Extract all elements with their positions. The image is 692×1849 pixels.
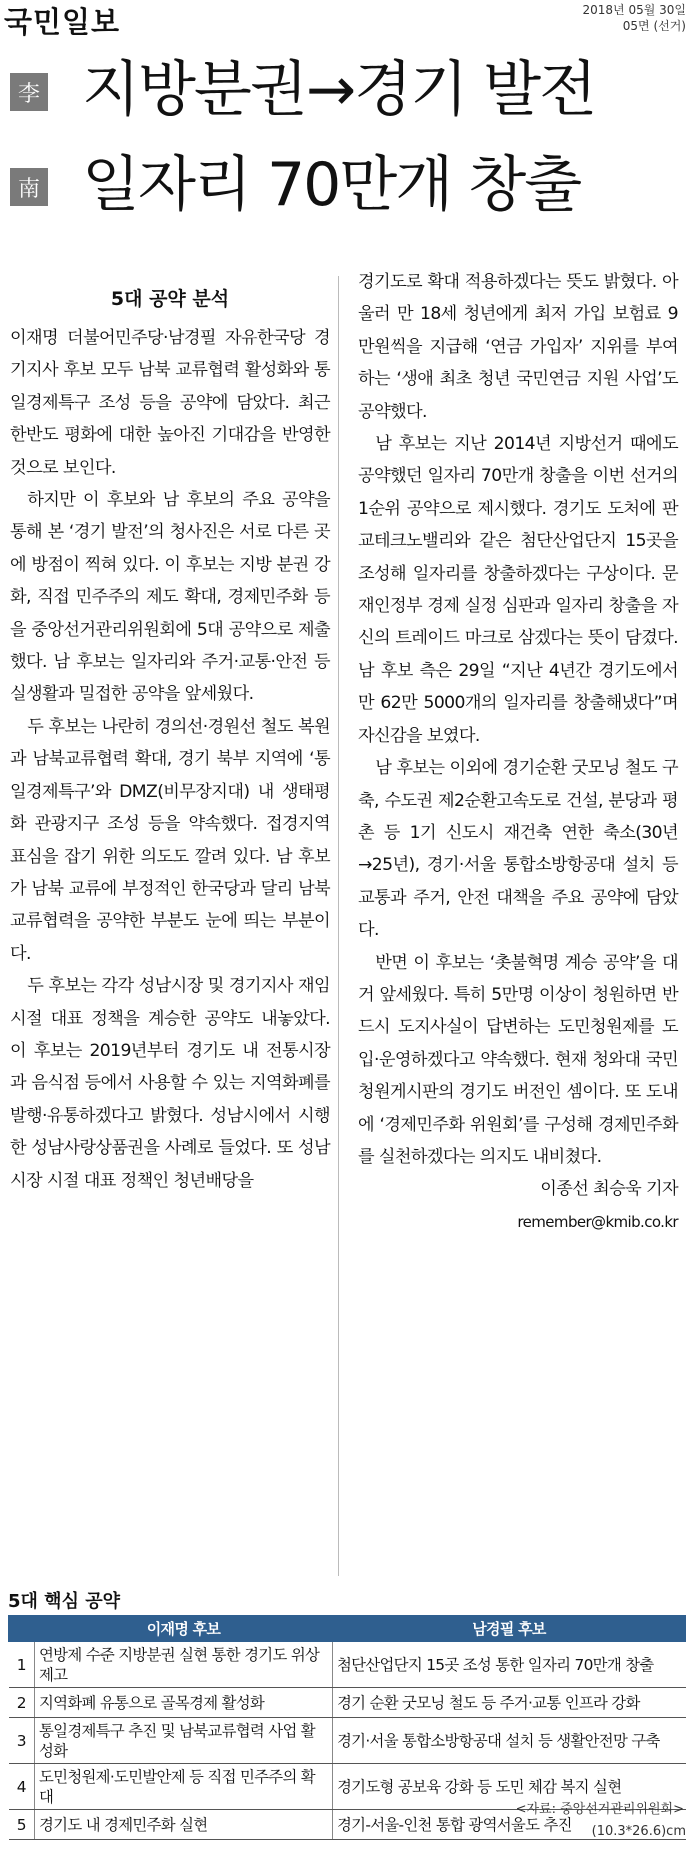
row-number: 4 (9, 1764, 35, 1810)
lee-pledge: 도민청원제·도민발안제 등 직접 민주주의 확대 (35, 1764, 333, 1810)
table-row (9, 1688, 686, 1718)
article-paragraph: 남 후보는 지난 2014년 지방선거 때에도 공약했던 일자리 70만개 창출을 이번 선거의 1순위 공약으로 제시했다. 경기도 도처에 판교테크노밸리와 같은 첨단산업단지 15곳을 조성해 일자리를 창출하겠다는 구상이다. 문재인정부 경제 실정 심판과 일자리 창출을 자신의 트레이드 마크로 삼겠다는 뜻이 담겼다. 남 후보 측은 29일 “지난 4년간 경기도에서만 62만 5000개의 일자리를 창출해냈다”며 자신감을 보였다. (358, 434, 678, 746)
lee-pledge: 통일경제특구 추진 및 남북교류협력 사업 활성화 (35, 1718, 333, 1764)
nam-pledge: 경기·서울 통합소방항공대 설치 등 생활안전망 구축 (333, 1718, 686, 1764)
table-row (9, 1718, 686, 1764)
headline-tag-nam: 南 (10, 168, 48, 206)
article-column-left (10, 284, 330, 1197)
reporter-email: remember@kmib.co.kr (517, 1212, 678, 1231)
table-header-lee: 이재명 후보 (35, 1616, 333, 1642)
publish-date: 2018년 05월 30일 (582, 3, 686, 17)
article-paragraph: 두 후보는 각각 성남시장 및 경기지사 재임 시절 대표 정책을 계승한 공약도 내놓았다. 이 후보는 2019년부터 경기도 내 전통시장과 음식점 등에서 사용할 수 있는 지역화폐를 발행·유통하겠다고 밝혔다. 성남시에서 시행한 성남사랑상품권을 사례로 들었다. 또 성남시장 시절 대표 정책인 청년배당을 (10, 976, 330, 1191)
table-header-num (9, 1616, 35, 1642)
row-number: 3 (9, 1718, 35, 1764)
row-number: 5 (9, 1810, 35, 1840)
table-source: <자료: 중앙선거관리위원회> (515, 1802, 684, 1817)
lee-pledge: 지역화폐 유통으로 골목경제 활성화 (35, 1688, 333, 1718)
headline-tag-lee: 李 (10, 73, 48, 111)
article-byline: 이종선 최승욱 기자 (540, 1179, 678, 1200)
row-number: 2 (9, 1688, 35, 1718)
article-paragraph: 이재명 더불어민주당·남경필 자유한국당 경기지사 후보 모두 남북 교류협력 활성화와 통일경제특구 조성 등을 공약에 담았다. 최근 한반도 평화에 대한 높아진 기대감을 반영한 것으로 보인다. (10, 328, 330, 478)
headline-text-2: 일자리 70만개 창출 (82, 150, 581, 220)
article-paragraph: 반면 이 후보는 ‘촛불혁명 계승 공약’을 대거 앞세웠다. 특히 5만명 이상이 청원하면 반드시 도지사실이 답변하는 도민청원제를 도입·운영하겠다고 약속했다. 현재 청와대 국민청원게시판의 경기도 버전인 셈이다. 또 도내에 ‘경제민주화 위원회’를 구성해 경제민주화를 실천하겠다는 의지도 내비쳤다. (358, 952, 678, 1167)
headline-1 (0, 46, 640, 136)
dateline (583, 2, 686, 34)
column-divider (338, 276, 339, 1576)
lee-pledge: 연방제 수준 지방분권 실현 통한 경기도 위상 제고 (35, 1642, 333, 1688)
article-size-note: (10.3*26.6)cm (591, 1824, 686, 1839)
headline-text-1: 지방분권→경기 발전 (82, 55, 596, 125)
masthead (0, 0, 692, 44)
table-header-nam: 남경필 후보 (333, 1616, 686, 1642)
lee-pledge: 경기도 내 경제민주화 실현 (35, 1810, 333, 1840)
nam-pledge: 경기-서울-인천 통합 광역서울도 추진 (333, 1810, 686, 1840)
table-row (9, 1642, 686, 1688)
article-paragraph: 하지만 이 후보와 남 후보의 주요 공약을 통해 본 ‘경기 발전’의 청사진은 서로 다른 곳에 방점이 찍혀 있다. 이 후보는 지방 분권 강화, 직접 민주주의 제도 확대, 경제민주화 등을 중앙선거관리위원회에 5대 공약으로 제출했다. 남 후보는 일자리와 주거·교통·안전 등 실생활과 밀접한 공약을 앞세웠다. (10, 490, 330, 705)
newspaper-logo: 국민일보 (4, 5, 121, 39)
page-section: 05면 (선거) (622, 19, 686, 33)
nam-pledge: 경기도형 공보육 강화 등 도민 체감 복지 실현 (333, 1764, 686, 1810)
article-subhead: 5대 공약 분석 (110, 288, 230, 310)
nam-pledge: 경기 순환 굿모닝 철도 등 주거·교통 인프라 강화 (333, 1688, 686, 1718)
nam-pledge: 첨단산업단지 15곳 조성 통한 일자리 70만개 창출 (333, 1642, 686, 1688)
table-header-row (9, 1616, 686, 1642)
article-paragraph: 두 후보는 나란히 경의선·경원선 철도 복원과 남북교류협력 확대, 경기 북부 지역에 ‘통일경제특구’와 DMZ(비무장지대) 내 생태평화 관광지구 조성 등을 약속했다. 접경지역 표심을 잡기 위한 의도도 깔려 있다. 남 후보가 남북 교류에 부정적인 한국당과 달리 남북 교류협력을 공약한 부분도 눈에 띄는 부분이다. (10, 716, 330, 964)
article-paragraph: 남 후보는 이외에 경기순환 굿모닝 철도 구축, 수도권 제2순환고속도로 건설, 분당과 평촌 등 1기 신도시 재건축 연한 축소(30년→25년), 경기·서울 통합소방항공대 설치 등 교통과 주거, 안전 대책을 주요 공약에 담았다. (358, 758, 678, 941)
table-title: 5대 핵심 공약 (8, 1591, 120, 1612)
headline-2 (0, 141, 640, 231)
article-column-right (358, 266, 678, 1238)
article-paragraph: 경기도로 확대 적용하겠다는 뜻도 밝혔다. 아울러 만 18세 청년에게 최저 가입 보험료 9만원씩을 지급해 ‘연금 가입자’ 지위를 부여하는 ‘생애 최초 청년 국민연금 지원 사업’도 공약했다. (358, 272, 678, 422)
row-number: 1 (9, 1642, 35, 1688)
